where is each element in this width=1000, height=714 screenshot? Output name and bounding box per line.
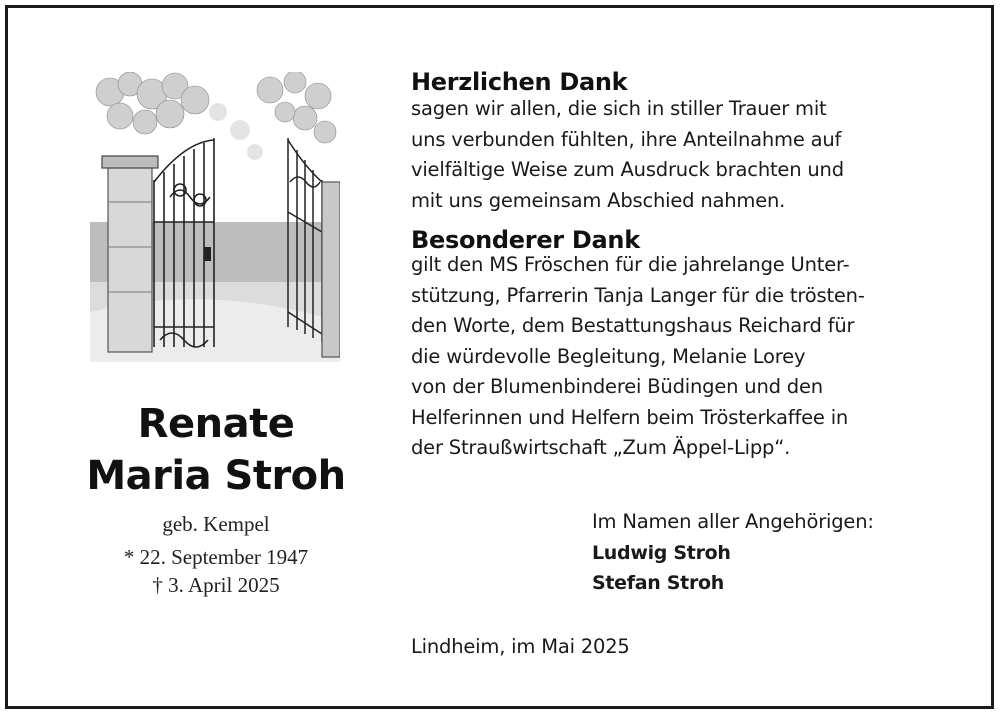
garden-gate-icon [90, 72, 340, 362]
signer-name: Ludwig Stroh [592, 541, 731, 564]
signature-intro: Im Namen aller Angehörigen: [592, 510, 874, 533]
special-thanks-line: von der Blumenbinderei Büdingen und den [411, 375, 823, 398]
special-thanks-line: stützung, Pfarrerin Tanja Langer für die trösten- [411, 283, 865, 307]
signature-block [592, 507, 874, 598]
birth-date: * 22. September 1947 [123, 545, 309, 569]
signer-name: Stefan Stroh [592, 571, 724, 594]
special-thanks-heading: Besonderer Dank [411, 226, 640, 254]
special-thanks-line: den Worte, dem Bestattungshaus Reichard für [411, 314, 855, 337]
thanks-line: uns verbunden fühlten, ihre Anteilnahme auf [411, 127, 842, 151]
thanks-heading: Herzlichen Dank [411, 68, 628, 96]
full-surname: Maria Stroh [86, 453, 346, 499]
special-thanks-line: Helferinnen und Helfern beim Trösterkaffee in [411, 405, 849, 429]
place-date: Lindheim, im Mai 2025 [411, 635, 630, 658]
death-date: † 3. April 2025 [152, 573, 280, 597]
thanks-line: mit uns gemeinsam Abschied nahmen. [411, 188, 786, 212]
special-thanks-line: der Straußwirtschaft „Zum Äppel-Lipp“. [411, 436, 791, 459]
thanks-text [411, 66, 971, 464]
thanks-line: vielfältige Weise zum Ausdruck brachten und [411, 158, 844, 181]
deceased-name [60, 398, 372, 502]
special-thanks-line: die würdevolle Begleitung, Melanie Lorey [411, 344, 806, 368]
thanks-line: sagen wir allen, die sich in stiller Trauer mit [411, 97, 827, 120]
special-thanks-line: gilt den MS Fröschen für die jahrelange Unter- [411, 253, 850, 276]
maiden-name: geb. Kempel [162, 512, 270, 536]
first-name: Renate [137, 401, 295, 447]
